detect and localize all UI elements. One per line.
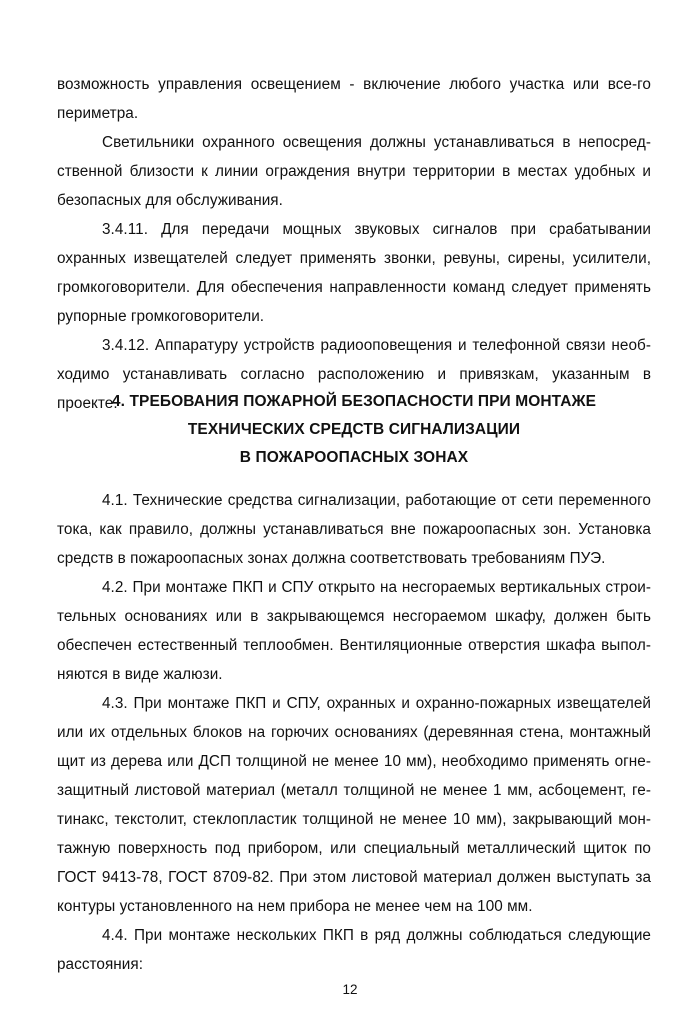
section-heading-line-3: В ПОЖАРООПАСНЫХ ЗОНАХ [239, 449, 469, 466]
paragraph-3-4-11: 3.4.11. Для передачи мощных звуковых сигналов при срабатывании охранных извещателей следует применять звонки, ревуны, сирены, усилители, громкоговорители. Для обеспечения направленности команд следует применять рупорные громкоговорители. [57, 221, 651, 325]
section-heading [57, 388, 651, 472]
section-heading-line-2: ТЕХНИЧЕСКИХ СРЕДСТВ СИГНАЛИЗАЦИИ [187, 421, 521, 438]
bottom-text-block [57, 486, 651, 979]
paragraph-lighting-control: возможность управления освещением - включение любого участка или все-го периметра. [57, 76, 651, 122]
paragraph-3-4-12: 3.4.12. Аппаратуру устройств радиооповещения и телефонной связи необ-ходимо устанавливать согласно расположению и привязкам, указанным в проекте. [57, 337, 651, 412]
paragraph-4-4: 4.4. При монтаже нескольких ПКП в ряд должны соблюдаться следующие расстояния: [57, 927, 651, 973]
section-heading-line-1: 4. ТРЕБОВАНИЯ ПОЖАРНОЙ БЕЗОПАСНОСТИ ПРИ МОНТАЖЕ [111, 393, 597, 410]
paragraph-4-1: 4.1. Технические средства сигнализации, работающие от сети переменного тока, как правило, должны устанавливаться вне пожароопасных зон. Установка средств в пожароопасных зонах должна соответствовать требованиям ПУЭ. [57, 492, 651, 567]
top-text-block [57, 70, 651, 418]
paragraph-4-2: 4.2. При монтаже ПКП и СПУ открыто на несгораемых вертикальных строи-тельных основаниях или в закрывающемся несгораемом шкафу, должен быть обеспечен естественный теплообмен. Вентиляционные отверстия шкафа выпол-няются в виде жалюзи. [57, 579, 651, 683]
paragraph-4-3: 4.3. При монтаже ПКП и СПУ, охранных и охранно-пожарных извещателей или их отдельных блоков на горючих основаниях (деревянная стена, монтажный щит из дерева или ДСП толщиной не менее 10 мм), необходимо применять огне-защитный листовой материал (металл толщиной не менее 1 мм, асбоцемент, ге-тинакс, текстолит, стеклопластик толщиной не менее 10 мм), закрывающий мон-тажную поверхность под прибором, или специальный металлический щиток по ГОСТ 9413-78, ГОСТ 8709-82. При этом листовой материал должен выступать за контуры установленного на нем прибора не менее чем на 100 мм. [57, 695, 651, 915]
page-number: 12 [342, 982, 358, 997]
paragraph-security-lights: Светильники охранного освещения должны устанавливаться в непосред-ственной близости к линии ограждения внутри территории в местах удобных и безопасных для обслуживания. [57, 134, 651, 209]
